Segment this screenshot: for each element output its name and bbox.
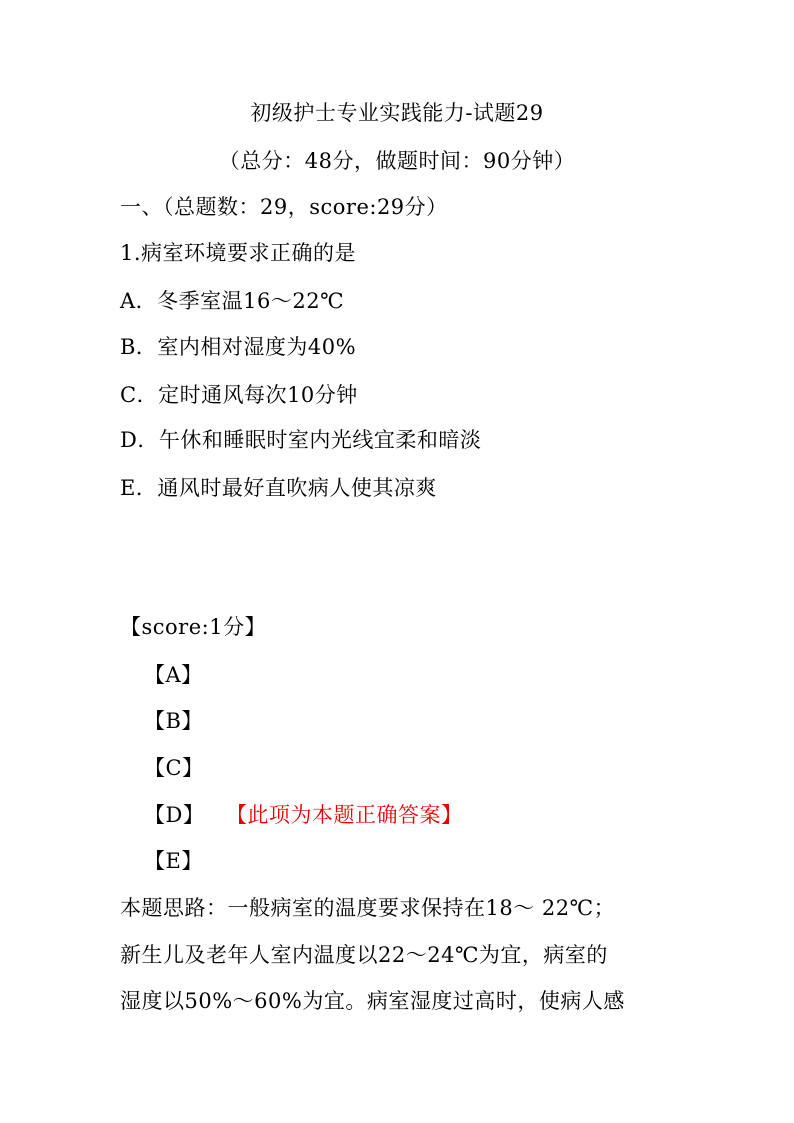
option-d: D．午休和睡眠时室内光线宜柔和暗淡 <box>120 428 482 452</box>
question-stem: 1.病室环境要求正确的是 <box>120 241 357 265</box>
answer-d-label: 【D】 <box>144 803 205 827</box>
answer-b-label: 【B】 <box>144 709 203 733</box>
section-heading: 一、（总题数：29，score:29分） <box>120 195 448 219</box>
explanation-line-2: 新生儿及老年人室内温度以22～24℃为宜，病室的 <box>120 943 608 967</box>
answer-c-label: 【C】 <box>144 756 204 780</box>
option-e: E．通风时最好直吹病人使其凉爽 <box>120 476 437 500</box>
page-title: 初级护士专业实践能力-试题29 <box>250 101 544 125</box>
explanation-line-3: 湿度以50%～60%为宜。病室湿度过高时，使病人感 <box>120 989 625 1013</box>
option-c: C．定时通风每次10分钟 <box>120 383 358 407</box>
score-label: 【score:1分】 <box>120 615 267 639</box>
correct-answer-note: 【此项为本题正确答案】 <box>226 803 463 827</box>
page-subtitle: （总分：48分，做题时间：90分钟） <box>218 149 576 173</box>
answer-e-label: 【E】 <box>144 849 203 873</box>
option-b: B．室内相对湿度为40% <box>120 335 357 359</box>
answer-a-label: 【A】 <box>144 663 203 687</box>
explanation-line-1: 本题思路：一般病室的温度要求保持在18～ 22℃； <box>120 896 616 920</box>
option-a: A．冬季室温16～22℃ <box>120 289 345 313</box>
